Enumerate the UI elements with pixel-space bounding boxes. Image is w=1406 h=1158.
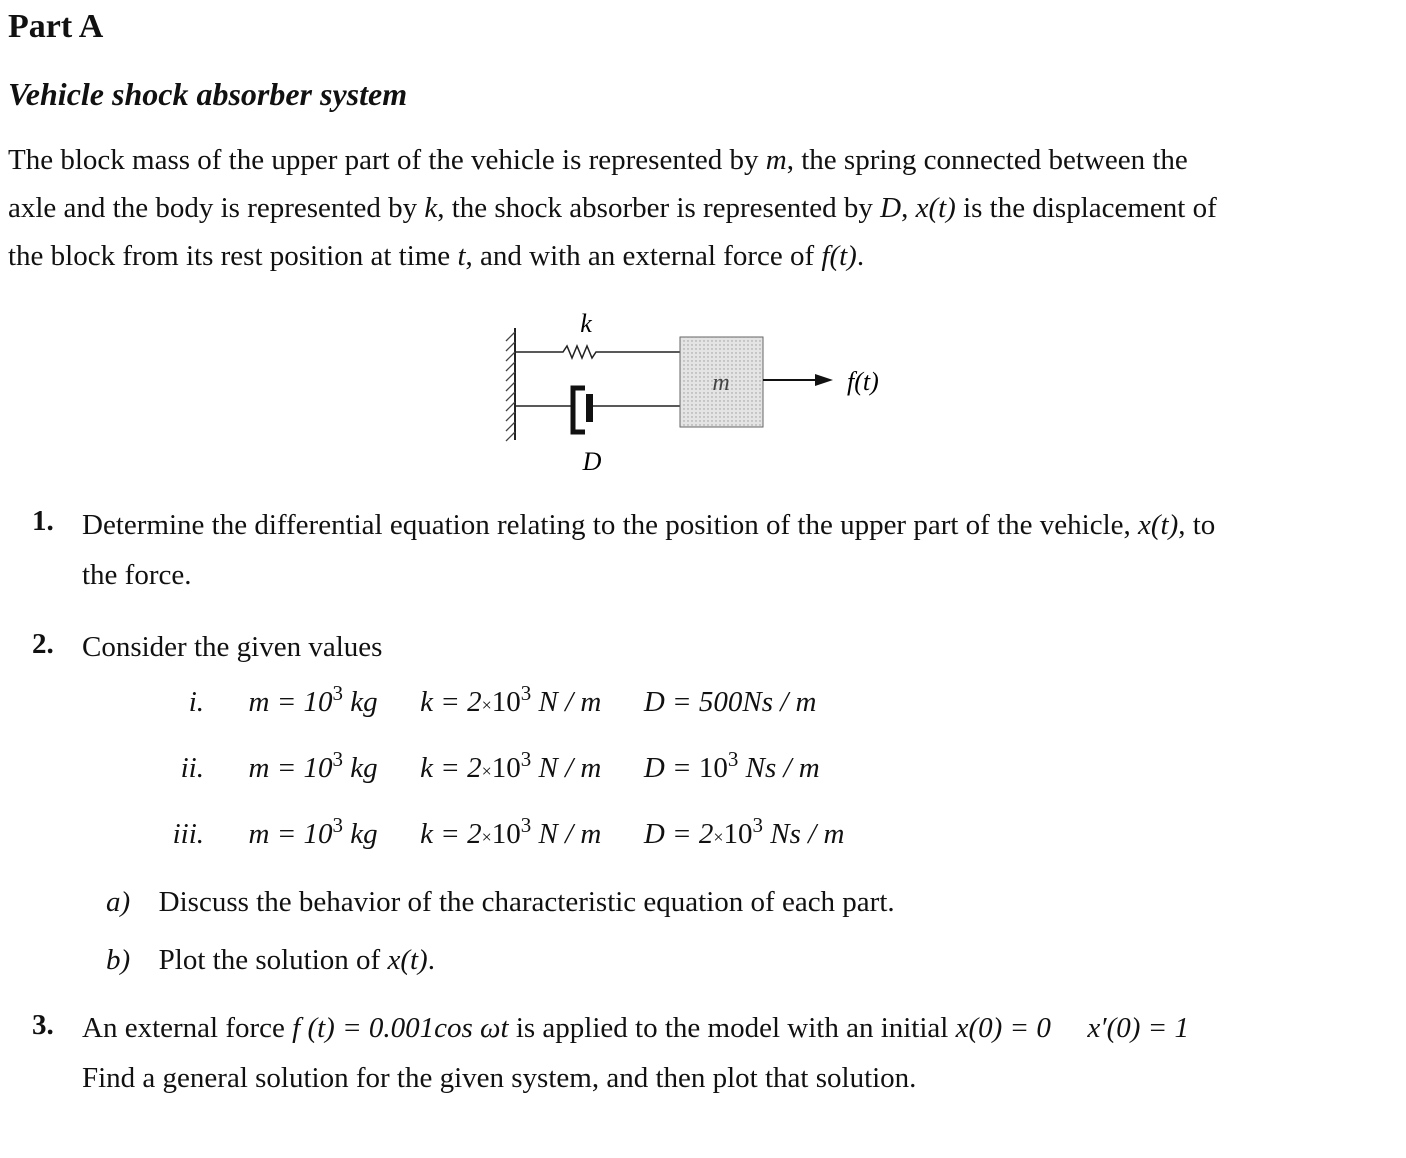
question-3: An external force f (t) = 0.001cos ωt is applied to the model with an initial x(0) = 0 x′(0) = 1 Find a general solution for the given system, and then plot that solution. (82, 1012, 1189, 1094)
sub-question-b: b) Plot the solution of x(t). (106, 944, 435, 976)
wall (506, 328, 515, 441)
force-label: f(t) (847, 367, 879, 396)
spring (515, 346, 680, 358)
question-1: Determine the differential equation relating to the position of the upper part of the vehicle, x(t), to the force. (82, 509, 1216, 591)
intro-paragraph: The block mass of the upper part of the vehicle is represented by m, the spring connected between the axle and the body is represented by k, the shock absorber is represented by D, x(t) is the displacement of the block from its rest position at time t, and with an external force of f(t). (8, 144, 1217, 272)
question-2: Consider the given values (82, 631, 383, 663)
sub-question-a: a) Discuss the behavior of the characteristic equation of each part. (106, 886, 895, 918)
case-row: i. $m = 10^3$ kg $k = 2\times 10^3$ N / m D = 500Ns / m (188, 681, 817, 718)
question-2-number: 2. (32, 628, 54, 660)
section-title: Vehicle shock absorber system (8, 76, 408, 112)
shock-absorber-diagram (495, 308, 915, 478)
spring-label: k (580, 309, 592, 338)
question-1-number: 1. (32, 505, 54, 537)
damper-label: D (582, 447, 602, 476)
mass-label: m (712, 370, 730, 396)
part-title: Part A (8, 8, 104, 45)
case-row: ii. $m = 10^3$ kg $k = 2\times 10^3$ N / m $D = 10^3$ Ns / m (180, 747, 820, 784)
force-arrow (763, 374, 833, 386)
question-3-number: 3. (32, 1009, 54, 1041)
damper (515, 388, 680, 432)
case-row: iii. $m = 10^3$ kg $k = 2\times 10^3$ N / m $D = 2\times 10^3$ Ns / m (172, 813, 845, 850)
